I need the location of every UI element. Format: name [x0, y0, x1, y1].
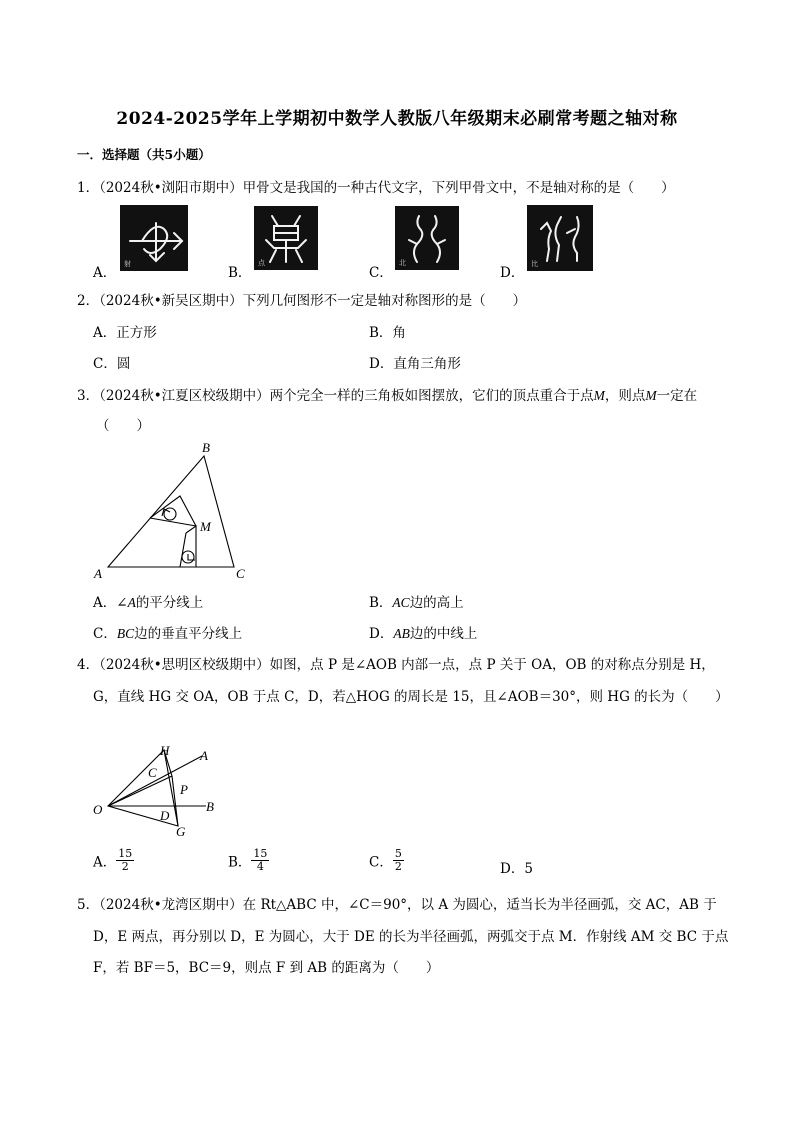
question-4-stem-line2: G，直线 HG 交 OA，OB 于点 C，D，若△HOG 的周长是 15，且∠AOB＝30°，则 HG 的长为（ ） [93, 689, 729, 705]
q4-option-b[interactable]: B． $\frac{15}{4}$ [228, 847, 268, 873]
question-3-stem [77, 384, 697, 404]
q1-option-b-image[interactable] [254, 206, 318, 270]
q3-stem-text-1: 3．（2024秋•江夏区校级期中）两个完全一样的三角板如图摆放，它们的顶点重合于点 [77, 388, 594, 404]
q4-option-c[interactable]: C． $\frac{5}{2}$ [369, 847, 402, 873]
q1-option-d-caption: 比 [531, 260, 538, 268]
question-5-stem-line1: 5．（2024秋•龙湾区期中）在 Rt△ABC 中，∠C＝90°，以 A 为圆心，适当长为半径画弧，交 AC，AB 于 [77, 897, 717, 913]
question-2-stem: 2．（2024秋•新吴区期中）下列几何图形不一定是轴对称图形的是（ ） [77, 293, 527, 309]
q3-stem-text-3: 一定在 [656, 388, 698, 404]
q4-label-o: O [93, 802, 103, 817]
q3-label-b: B [202, 440, 210, 455]
q4-label-a: A [200, 748, 208, 763]
q3-option-c[interactable]: C．BC边的垂直平分线上 [93, 626, 243, 642]
q2-option-d[interactable]: D．直角三角形 [369, 356, 461, 372]
question-5-stem-line2: D，E 两点，再分别以 D，E 为圆心，大于 DE 的长为半径画弧，两弧交于点 M．作射线 AM 交 BC 于点 [93, 929, 729, 945]
q4-figure [88, 738, 228, 840]
page-title: 2024-2025学年上学期初中数学人教版八年级期末必刷常考题之轴对称 [116, 109, 678, 129]
q4-label-h: H [160, 743, 170, 758]
q1-option-d-image[interactable] [527, 205, 593, 271]
q3-option-a[interactable]: A．∠A的平分线上 [93, 595, 204, 611]
q3-option-b[interactable]: B．AC边的高上 [369, 595, 464, 611]
q3-circle-1 [164, 508, 176, 520]
q4-option-d[interactable]: D．5 [500, 861, 533, 877]
q3-label-m: M [200, 519, 211, 534]
q4-label-d: D [160, 808, 170, 823]
q4-label-c: C [148, 765, 157, 780]
q1-option-a-caption: 射 [124, 260, 131, 268]
question-3-stem-line2: （ ） [96, 418, 150, 434]
q3-option-d[interactable]: D．AB边的中线上 [369, 626, 478, 642]
q1-option-d-label[interactable]: D． [500, 265, 525, 281]
q2-option-c[interactable]: C．圆 [93, 356, 131, 372]
q3-stem-text-2: ，则点 [604, 388, 646, 404]
q3-label-a: A [94, 566, 102, 581]
q4-label-g: G [176, 824, 186, 839]
q3-point-m-2: M [645, 388, 657, 403]
q2-option-a[interactable]: A．正方形 [93, 325, 157, 341]
q1-option-c-caption: 北 [399, 259, 406, 267]
question-5-stem-line3: F，若 BF＝5，BC＝9，则点 F 到 AB 的距离为（ ） [93, 960, 440, 976]
q1-option-c-label[interactable]: C． [369, 265, 393, 281]
q3-triangle-board-2 [186, 526, 196, 567]
q4-label-p: P [180, 782, 188, 797]
q4-option-a[interactable]: A． $\frac{15}{2}$ [93, 847, 133, 873]
q2-option-b[interactable]: B．角 [369, 325, 406, 341]
q4-ray-oa [108, 756, 202, 806]
question-4-stem-line1: 4．（2024秋•思明区校级期中）如图，点 P 是∠AOB 内部一点，点 P 关于 OA，OB 的对称点分别是 H， [77, 657, 715, 673]
q4-segment-op [108, 776, 172, 806]
question-1-stem: 1．（2024秋•浏阳市期中）甲骨文是我国的一种古代文字，下列甲骨文中，不是轴对称的是（ ） [77, 180, 675, 196]
q1-option-a-label[interactable]: A． [93, 265, 117, 281]
q3-point-m-1: M [593, 388, 605, 403]
q1-option-a-image[interactable] [120, 205, 188, 271]
q4-label-b: B [206, 799, 214, 814]
q3-label-c: C [236, 566, 245, 581]
q3-outer-triangle [108, 456, 234, 567]
q3-figure [90, 436, 260, 586]
q1-option-b-label[interactable]: B． [228, 265, 252, 281]
q1-option-b-caption: 点 [258, 259, 265, 267]
q1-option-c-image[interactable] [395, 206, 459, 270]
section-heading: 一．选择题（共5小题） [77, 147, 211, 162]
